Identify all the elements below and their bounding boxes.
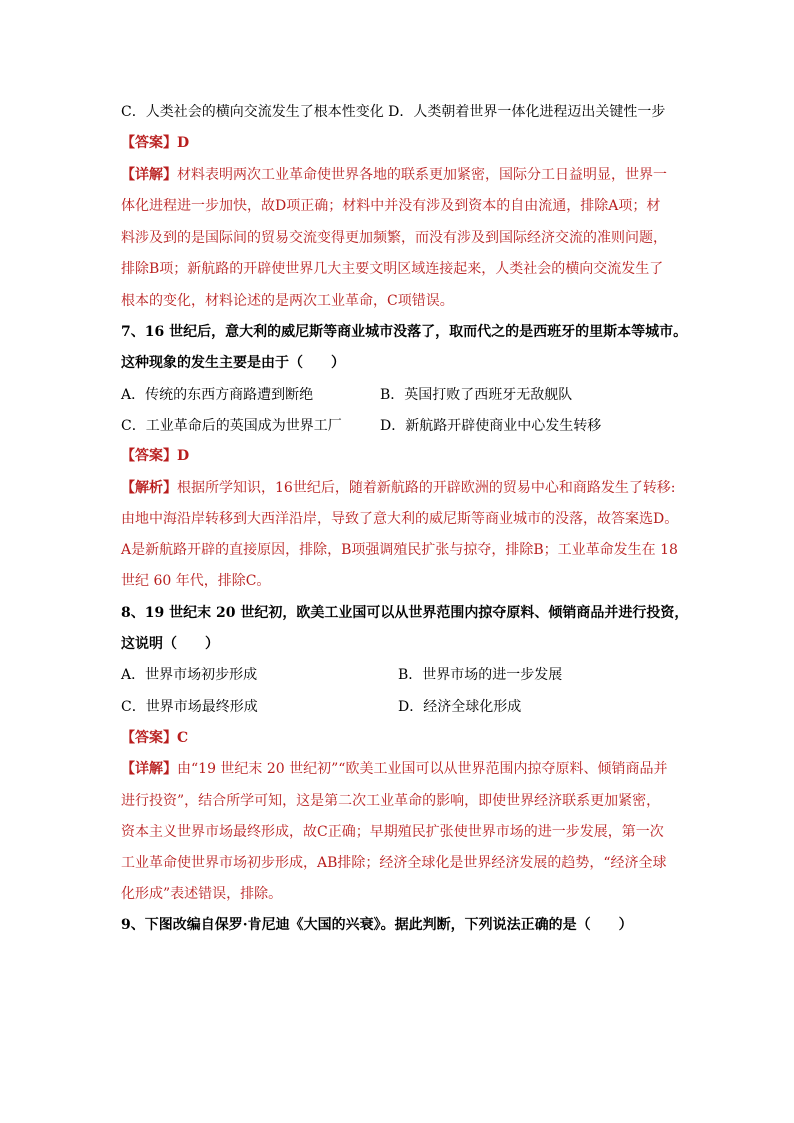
answer-tag: 【答案】: [121, 448, 177, 464]
answer-value: D: [177, 448, 190, 464]
q7-option-c[interactable]: C．工业革命后的英国成为世界工厂: [121, 418, 342, 434]
q7-analysis-line-2: 由地中海沿岸转移到大西洋沿岸，导致了意大利的威尼斯等商业城市的没落，故答案选D。: [121, 511, 679, 527]
q8-options-cd: [121, 697, 521, 717]
q8-answer: [121, 728, 188, 748]
detail-tag: 【详解】: [121, 761, 177, 777]
q7-analysis-line-3: A是新航路开辟的直接原因，排除，B项强调殖民扩张与掠夺，排除B；工业革命发生在 18: [121, 542, 678, 558]
q6-answer: [121, 133, 189, 153]
q8-option-d[interactable]: D．经济全球化形成: [398, 699, 522, 715]
q9-stem: 9、下图改编自保罗·肯尼迪《大国的兴衰》。据此判断，下列说法正确的是（ ）: [121, 917, 633, 933]
q8-detail-line-1: 【详解】由“19 世纪末 20 世纪初”“欧美工业国可以从世界范围内掠夺原料、倾销商品并: [121, 761, 668, 777]
q8-option-a[interactable]: A．世界市场初步形成: [121, 667, 258, 683]
q7-analysis-line-1: 【解析】根据所学知识，16世纪后，随着新航路的开辟欧洲的贸易中心和商路发生了转移:: [121, 480, 676, 496]
q7-option-b[interactable]: B．英国打败了西班牙无敌舰队: [380, 387, 573, 403]
q7-stem-line-2: 这种现象的发生主要是由于（ ）: [121, 355, 345, 371]
q6-options-cd: C．人类社会的横向交流发生了根本性变化 D．人类朝着世界一体化进程迈出关键性一步: [121, 104, 666, 120]
q6-detail-line-3: 料涉及到的是国际间的贸易交流变得更加频繁，而没有涉及到国际经济交流的准则问题，: [121, 230, 667, 246]
q8-detail-line-2: 进行投资”，结合所学可知，这是第二次工业革命的影响，即使世界经济联系更加紧密，: [121, 793, 661, 809]
q8-option-b[interactable]: B．世界市场的进一步发展: [398, 667, 563, 683]
q7-stem-line-1: 7、16 世纪后，意大利的威尼斯等商业城市没落了，取而代之的是西班牙的里斯本等城市。: [121, 324, 688, 340]
q7-option-d[interactable]: D．新航路开辟使商业中心发生转移: [380, 418, 602, 434]
answer-tag: 【答案】: [121, 730, 177, 746]
q6-detail-line-5: 根本的变化，材料论述的是两次工业革命，C项错误。: [121, 293, 454, 309]
answer-value: C: [177, 730, 189, 746]
detail-tag: 【详解】: [121, 167, 177, 183]
q7-analysis-line-4: 世纪 60 年代，排除C。: [121, 573, 271, 589]
q8-detail-line-5: 化形成”表述错误，排除。: [121, 886, 283, 902]
q7-options-cd: [121, 416, 601, 436]
q6-detail-line-4: 排除B项；新航路的开辟使世界几大主要文明区域连接起来，人类社会的横向交流发生了: [121, 261, 664, 277]
q6-detail-line-2: 体化进程进一步加快，故D项正确；材料中并没有涉及到资本的自由流通，排除A项；材: [121, 198, 661, 214]
q8-detail-line-3: 资本主义世界市场最终形成，故C正确；早期殖民扩张使世界市场的进一步发展，第一次: [121, 824, 664, 840]
q8-stem-line-1: 8、19 世纪末 20 世纪初，欧美工业国可以从世界范围内掠夺原料、倾销商品并进行投资，: [121, 605, 689, 621]
answer-value: D: [177, 135, 190, 151]
q8-option-c[interactable]: C．世界市场最终形成: [121, 699, 258, 715]
q6-detail-line-1: 【详解】材料表明两次工业革命使世界各地的联系更加紧密，国际分工日益明显，世界一: [121, 167, 667, 183]
analysis-tag: 【解析】: [121, 480, 177, 496]
answer-tag: 【答案】: [121, 135, 177, 151]
q7-answer: [121, 446, 189, 466]
q8-options-ab: [121, 665, 562, 685]
q7-option-a[interactable]: A．传统的东西方商路遭到断绝: [121, 387, 314, 403]
q7-options-ab: [121, 385, 572, 405]
q8-detail-line-4: 工业革命使世界市场初步形成，AB排除；经济全球化是世界经济发展的趋势，“经济全球: [121, 855, 667, 871]
q8-stem-line-2: 这说明（ ）: [121, 636, 219, 652]
